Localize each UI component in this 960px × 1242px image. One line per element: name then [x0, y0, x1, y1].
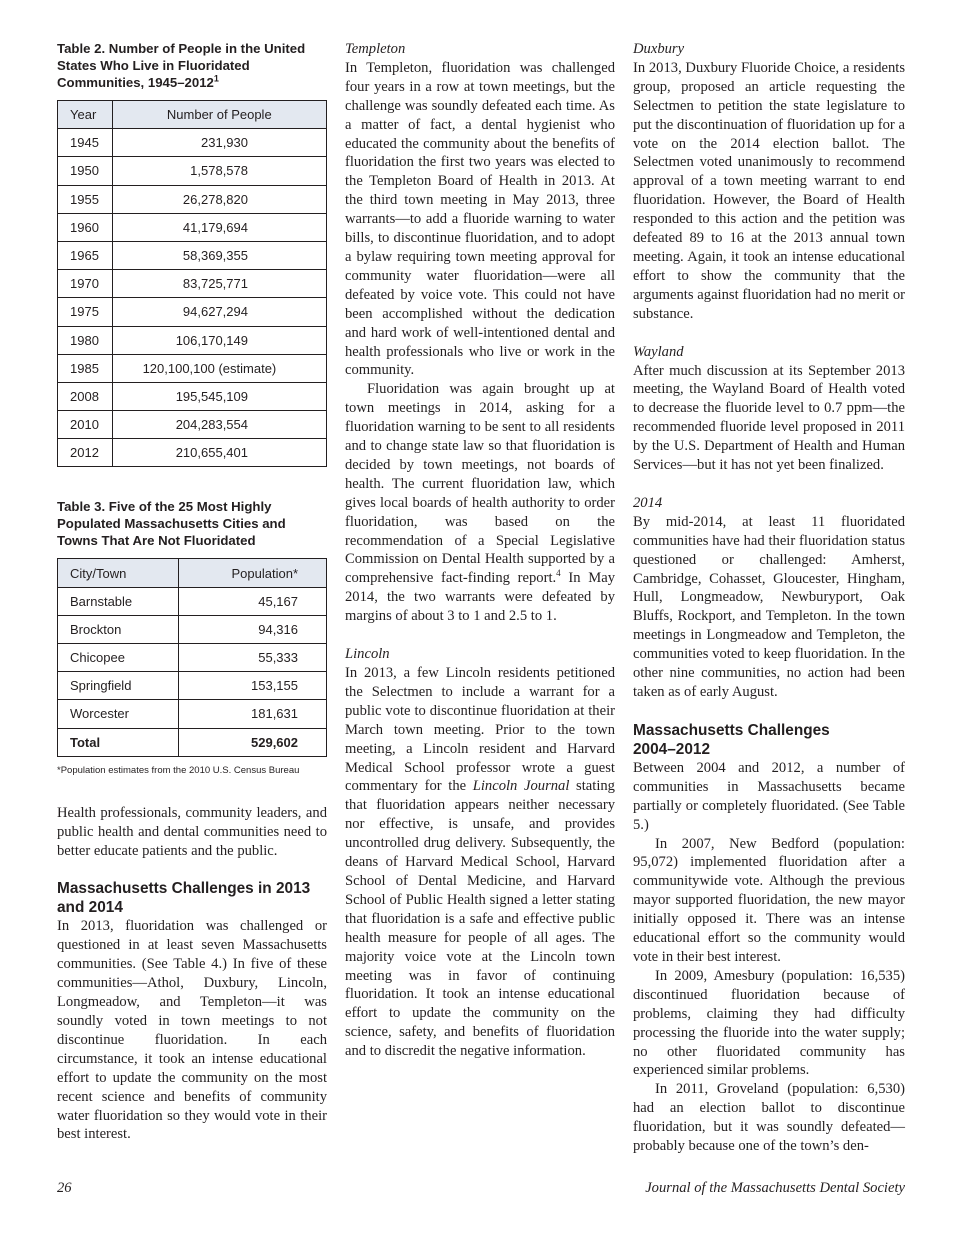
table3-total-label: Total [58, 728, 179, 756]
paragraph-2009: In 2009, Amesbury (population: 16,535) discontinued fluoridation because of problems, claiming they had difficulty processing the fluoride into the water supply; no other fluoridated community has experienced similar problems. [633, 967, 905, 1079]
heading-challenges-2013-2014: Massachusetts Challenges in 2013 and 2014 [57, 880, 311, 917]
table2-row [58, 298, 327, 326]
table2-year-cell: 2010 [58, 411, 113, 439]
table3-row [58, 587, 327, 615]
table3-header-city: City/Town [58, 559, 179, 587]
paragraph-templeton-1: In Templeton, fluoridation was challenged four years in a row at town meetings, but the challenge was soundly defeated each time. As a matter of fact, a dental hygienist who educated the community about the benefits of fluoridation the first two years was elected to the Templeton Board of Health in 2013. At the third town meeting in May 2013, three warrants—to add a fluoride warning to water bills, to discontinue fluoridation, and to adopt a bylaw requiring town meeting approval for community water fluoridation—were all defeated by voice vote. This could not have been accomplished without the dedication and hard work of well-intentioned dental and health professionals who live or work in the community. [345, 59, 615, 379]
table2-year-cell: 1955 [58, 185, 113, 213]
table2-row [58, 157, 327, 185]
table2-people-cell: 195,545,109 [112, 382, 326, 410]
table3-footnote: *Population estimates from the 2010 U.S. Census Bureau [57, 764, 300, 776]
table2-people-cell: 26,278,820 [112, 185, 326, 213]
table2-row [58, 241, 327, 269]
table3 [57, 558, 327, 756]
table3-total-value: 529,602 [179, 728, 327, 756]
paragraph-duxbury: In 2013, Duxbury Fluoride Choice, a residents group, proposed an article requesting the Selectmen to petition the state legislature to put the discontinuation of fluoridation up for a vote on the 2014 election ballot. The Selectmen voted unanimously to recommend approval of a town meeting warrant to end fluoridation. However, the Board of Health responded to this action and the petition was defeated 89 to 16 at the 2013 annual town meeting. Again, it took an intense educational effort to show the community that the arguments against fluoridation had no merit or substance. [633, 59, 905, 322]
column-right [633, 40, 905, 1156]
table3-header-population: Population* [179, 559, 327, 587]
table2-year-cell: 2008 [58, 382, 113, 410]
table2-year-cell: 1945 [58, 129, 113, 157]
table3-population-cell: 45,167 [179, 587, 327, 615]
table2-row [58, 354, 327, 382]
paragraph-2013: In 2013, fluoridation was challenged or questioned in at least seven Massachusetts communities. (See Table 4.) In five of these communities—Athol, Duxbury, Lincoln, Longmeadow, and Templeton—it was soundly voted in town meetings to not discontinue fluoridation. In each circumstance, it took an intense educational effort to update the community on the most recent science and benefits of community water fluoridation so they would vote in their best interest. [57, 918, 327, 1143]
table3-title: Table 3. Five of the 25 Most Highly Populated Massachusetts Cities and Towns That Are Not Fluoridated [57, 499, 286, 549]
table2-people-cell: 231,930 [112, 129, 326, 157]
paragraph-2014: By mid-2014, at least 11 fluoridated communities have had their fluoridation status questioned or challenged: Amherst, Cambridge, Cohasset, Gloucester, Hingham, Hull, Longmeadow, Newburyport, Oak Bluffs, Rockport, and Templeton. In the town meetings in Longmeadow and Templeton, the communities voted to keep fluoridation. In the other nine communities, no action had been taken as of early August. [633, 513, 905, 700]
paragraph-health-professionals: Health professionals, community leaders, and public health and dental communities need to better educate patients and the public. [57, 804, 327, 859]
table2-year-cell: 2012 [58, 439, 113, 467]
section-title-templeton: Templeton [345, 41, 406, 57]
table3-city-cell: Chicopee [58, 644, 179, 672]
table2-year-cell: 1980 [58, 326, 113, 354]
table2-people-cell: 106,170,149 [112, 326, 326, 354]
table2-row [58, 439, 327, 467]
table2-year-cell: 1950 [58, 157, 113, 185]
table2-row [58, 326, 327, 354]
table2-year-cell: 1960 [58, 213, 113, 241]
table2-row [58, 270, 327, 298]
section-title-2014: 2014 [633, 494, 663, 511]
paragraph-lincoln: In 2013, a few Lincoln residents petitioned the Selectmen to include a warrant for a public vote to discontinue fluoridation at their March town meeting. Prior to the town meeting, a Lincoln resident and Harvard Medical School professor wrote a guest commentary for the Lincoln Journal stating that fluoridation appears neither necessary nor effective, is unsafe, and provides uncontrolled drug delivery. Subsequently, the deans of Harvard Medical School, Harvard School of Dental Medicine, and Harvard School of Public Health signed a letter stating that fluoridation is a safe and effective public health measure for people of all ages. The majority voice vote at the Lincoln town meeting was in favor of continuing fluoridation. It took an intense educational effort to update the community on the science, safety, and benefits of fluoridation and to discredit the negative information. [345, 665, 615, 1060]
table2-year-cell: 1970 [58, 270, 113, 298]
table2-row [58, 213, 327, 241]
table2 [57, 100, 327, 467]
journal-name: Journal of the Massachusetts Dental Society [645, 1180, 905, 1196]
column-middle [345, 40, 615, 1061]
table3-population-cell: 153,155 [179, 672, 327, 700]
column-left [57, 40, 327, 1144]
paragraph-2007: In 2007, New Bedford (population: 95,072) implemented fluoridation after a communitywide vote. Although the previous mayor supported fluoridation, the new mayor initially opposed it. There was an intense educational effort so the community would vote in their best interest. [633, 835, 905, 965]
section-title-wayland: Wayland [633, 343, 684, 360]
table3-city-cell: Barnstable [58, 587, 179, 615]
table2-year-cell: 1985 [58, 354, 113, 382]
table2-row [58, 411, 327, 439]
page-number: 26 [57, 1180, 72, 1196]
table2-row [58, 382, 327, 410]
table3-population-cell: 55,333 [179, 644, 327, 672]
table2-people-cell: 41,179,694 [112, 213, 326, 241]
table2-year-cell: 1975 [58, 298, 113, 326]
table2-header-people: Number of People [112, 101, 326, 129]
table3-row [58, 644, 327, 672]
table2-people-cell: 83,725,771 [112, 270, 326, 298]
table2-people-cell: 210,655,401 [112, 439, 326, 467]
paragraph-wayland: After much discussion at its September 2013 meeting, the Wayland Board of Health voted to decrease the fluoride level to 0.7 ppm—the recommended fluoride level proposed in 2011 by the U.S. Department of Health and Human Services—but it has not yet been finalized. [633, 362, 905, 474]
paragraph-templeton-2: Fluoridation was again brought up at town meetings in 2014, asking for a fluoridation warning to be sent to all residents and to change state law so that fluoridation is decided by town meetings, not boards of health. The current fluoridation law, which gives local boards of health authority to order fluoridation, was based on the recommendation of a Special Legislative Commission on Dental Health supported by a comprehensive fact-finding report.$^4$ In May 2014, the two warrants were defeated by margins of about 3 to 1 and 2.5 to 1. [345, 381, 615, 625]
table3-city-cell: Brockton [58, 615, 179, 643]
table3-row [58, 672, 327, 700]
section-title-lincoln: Lincoln [345, 646, 390, 663]
table2-header-year: Year [58, 101, 113, 129]
table2-people-cell: 94,627,294 [112, 298, 326, 326]
table3-population-cell: 181,631 [179, 700, 327, 728]
table2-people-cell: 58,369,355 [112, 241, 326, 269]
table2-row [58, 185, 327, 213]
table2-title: Table 2. Number of People in the United States Who Live in Fluoridated Communities, 1945–2012$^1$ [57, 41, 306, 90]
table2-people-cell: 120,100,100 (estimate) [112, 354, 326, 382]
table2-year-cell: 1965 [58, 241, 113, 269]
paragraph-2011: In 2011, Groveland (population: 6,530) had an election ballot to discontinue fluoridation, but it was soundly defeated—probably because one of the town’s den- [633, 1081, 905, 1155]
table3-city-cell: Springfield [58, 672, 179, 700]
table3-total-row [58, 728, 327, 756]
table3-row [58, 700, 327, 728]
table2-people-cell: 204,283,554 [112, 411, 326, 439]
table3-population-cell: 94,316 [179, 615, 327, 643]
table2-people-cell: 1,578,578 [112, 157, 326, 185]
paragraph-2004-2012: Between 2004 and 2012, a number of communities in Massachusetts became partially or completely fluoridated. (See Table 5.) [633, 759, 905, 833]
heading-challenges-2004-2012: Massachusetts Challenges 2004–2012 [633, 721, 830, 758]
section-title-duxbury: Duxbury [633, 41, 685, 57]
table3-city-cell: Worcester [58, 700, 179, 728]
table2-row [58, 129, 327, 157]
table3-row [58, 615, 327, 643]
